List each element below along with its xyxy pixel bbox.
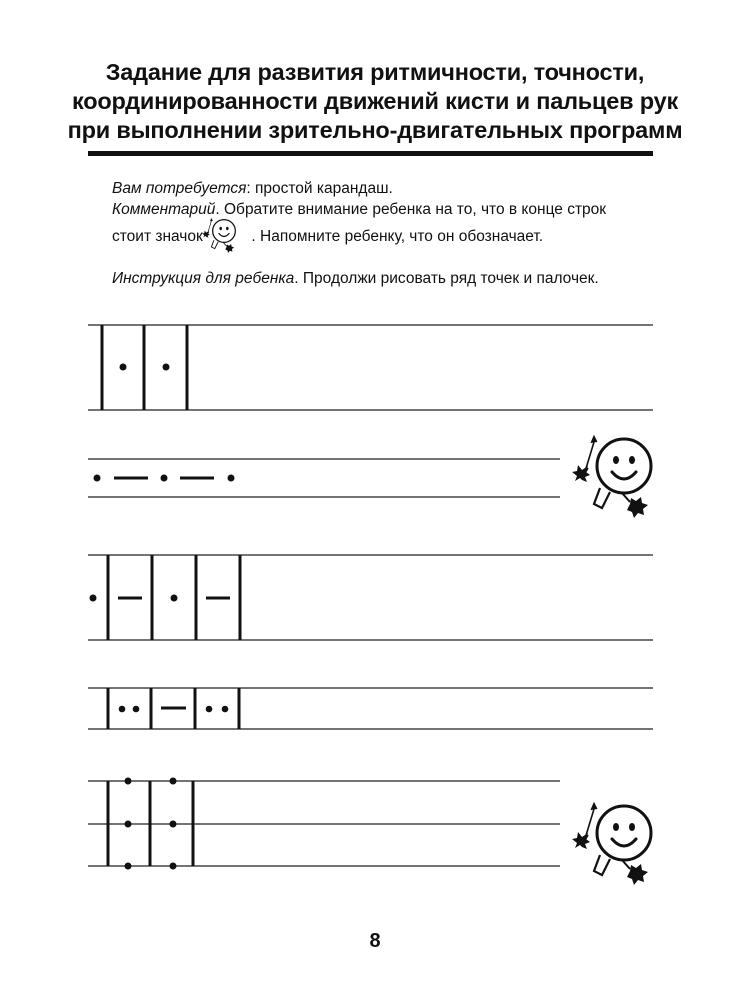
row-1-sticks <box>102 325 187 410</box>
comment-text-1: . Обратите внимание ребенка на то, что в конце строк <box>215 201 607 218</box>
exercise-row-4 <box>88 688 653 729</box>
title-line-2: координированности движений кисти и пальцев рук <box>71 88 679 114</box>
comment-text-2b: . Напомните ребенку, что он обозначает. <box>251 228 544 246</box>
exercise-row-5 <box>88 778 651 886</box>
comment-label: Комментарий <box>112 201 216 218</box>
needs-text: : простой карандаш. <box>246 180 393 197</box>
page-number: 8 <box>369 930 381 952</box>
exercise-row-3 <box>88 555 653 640</box>
instruction-label: Инструкция для ребенка <box>112 270 295 287</box>
title-line-3: при выполнении зрительно-двигательных программ <box>67 117 683 143</box>
exercise-row-2 <box>88 436 651 518</box>
needs-label: Вам потребуется <box>112 180 247 197</box>
inline-smiley-icon <box>202 218 235 252</box>
exercise-row-1 <box>88 325 653 410</box>
title-line-1: Задание для развития ритмичности, точности, <box>105 59 645 85</box>
smiley-character-icon <box>572 436 651 518</box>
row-4-sticks <box>108 688 239 729</box>
instruction-text: . Продолжи рисовать ряд точек и палочек. <box>294 270 599 287</box>
smiley-character-icon-2 <box>572 803 651 885</box>
comment-text-2a: стоит значок <box>112 228 203 246</box>
